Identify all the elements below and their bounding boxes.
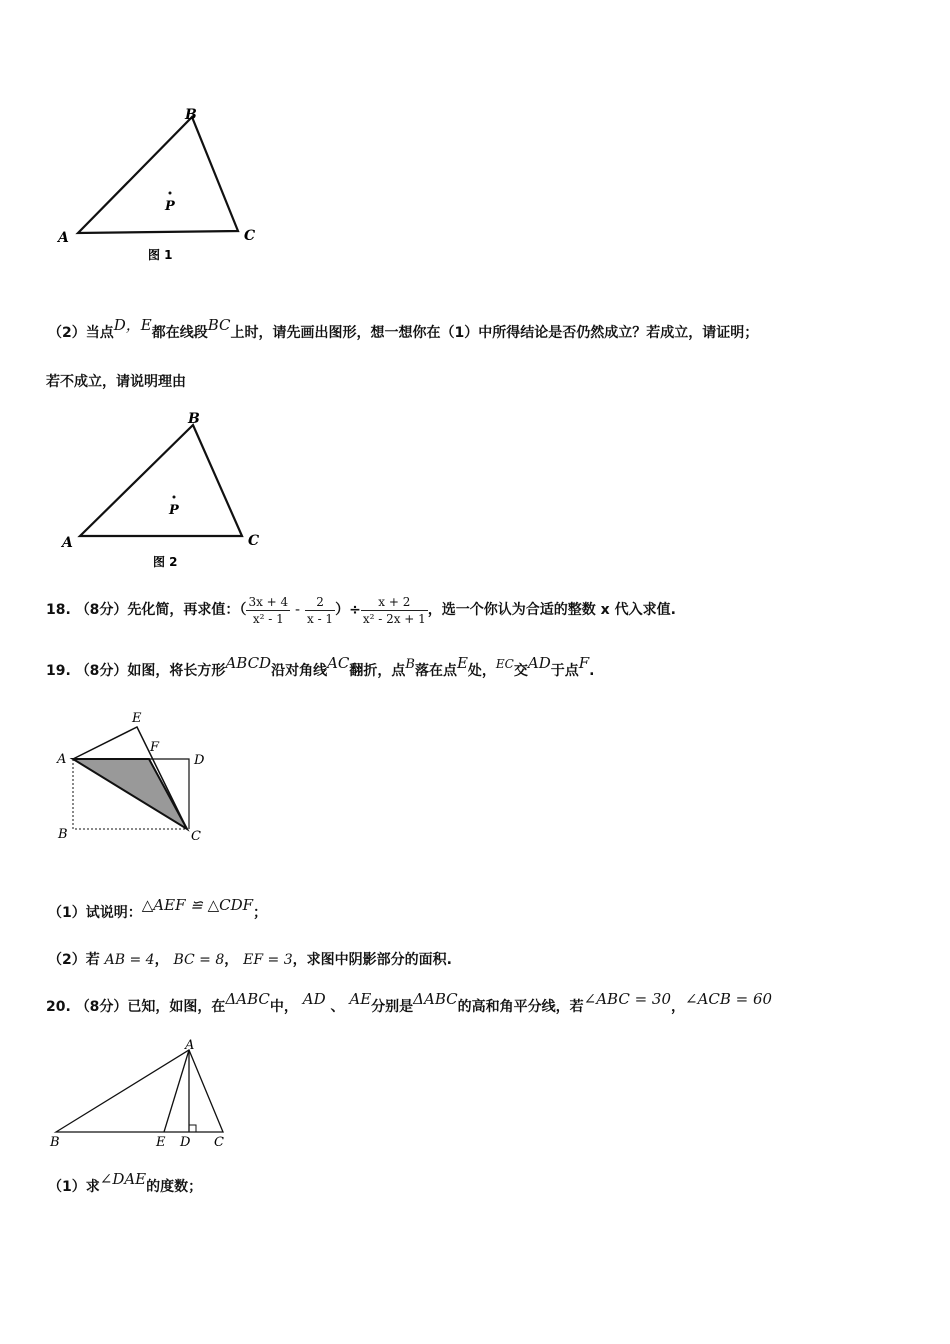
question-18: 18. （8分）先化简，再求值：（ $\frac{3x + 4}{\text{x² - 1}}$ - $\frac{2}{x - 1}$ ）÷ $\frac{x + 2}{\text{x² - 2x + 1}}$ ，选一个你认为合适的整数 x 代入求值. [46,594,676,626]
question-19: 19. （8分）如图，将长方形ABCD沿对角线AC翻折，点B落在点E处，EC交AD于点F. [46,654,595,679]
label-d: D [180,1135,191,1150]
bisector-ae [164,1050,189,1132]
fraction-3: $\frac{x + 2}{\text{x² - 2x + 1}}$ [362,594,426,626]
q20-part1: （1）求∠DAE的度数； [48,1170,203,1195]
label-p: P [165,199,175,214]
label-c: C [248,533,260,549]
question-number: 19. [46,663,71,679]
label-f: F [150,740,160,755]
label-c: C [191,829,201,844]
fraction-2: $\frac{2}{x - 1}$ [306,594,334,626]
figure-1 [48,100,288,275]
label-c: C [244,228,256,244]
label-a: A [62,535,73,551]
label-b: B [50,1135,60,1150]
label-b: B [188,411,200,427]
label-p: P [169,503,179,518]
fraction-1: $\frac{3x + 4}{\text{x² - 1}}$ [248,594,289,626]
q19-part2: （2）若 AB = 4， BC = 8， EF = 3，求图中阴影部分的面积. [48,952,452,968]
label-e: E [156,1135,166,1150]
label-d: D [194,753,205,768]
q17-part2-line2: 若不成立，请说明理由 [46,374,186,390]
point-p [169,192,172,195]
question-number: 20. [46,999,71,1015]
figure-caption: 图 2 [153,555,178,569]
question-number: 18. [46,602,71,618]
triangle-abc [78,117,238,233]
point-p [173,496,176,499]
triangle-abc [80,425,242,536]
figure-3 [48,706,228,856]
q19-part1: （1）试说明：△AEF ≌ △CDF； [48,896,268,921]
label-b: B [58,827,68,842]
right-angle-mark [189,1125,196,1132]
q17-part2-line1: （2）当点D，E都在线段BC上时，请先画出图形，想一想你在（1）中所得结论是否仍然成立？若成立，请证明； [48,316,759,341]
label-e: E [132,711,142,726]
label-b: B [185,107,197,123]
figure-4 [48,1040,248,1152]
label-a: A [185,1038,195,1053]
label-a: A [57,752,67,767]
label-a: A [58,230,69,246]
figure-caption: 图 1 [148,248,173,262]
question-20: 20. （8分）已知，如图，在ΔABC中， AD 、 AE分别是ΔABC的高和角平分线，若∠ABC = 30，∠ACB = 60 [46,990,773,1015]
label-c: C [214,1135,224,1150]
triangle-abc [56,1050,223,1132]
figure-2 [48,405,288,575]
